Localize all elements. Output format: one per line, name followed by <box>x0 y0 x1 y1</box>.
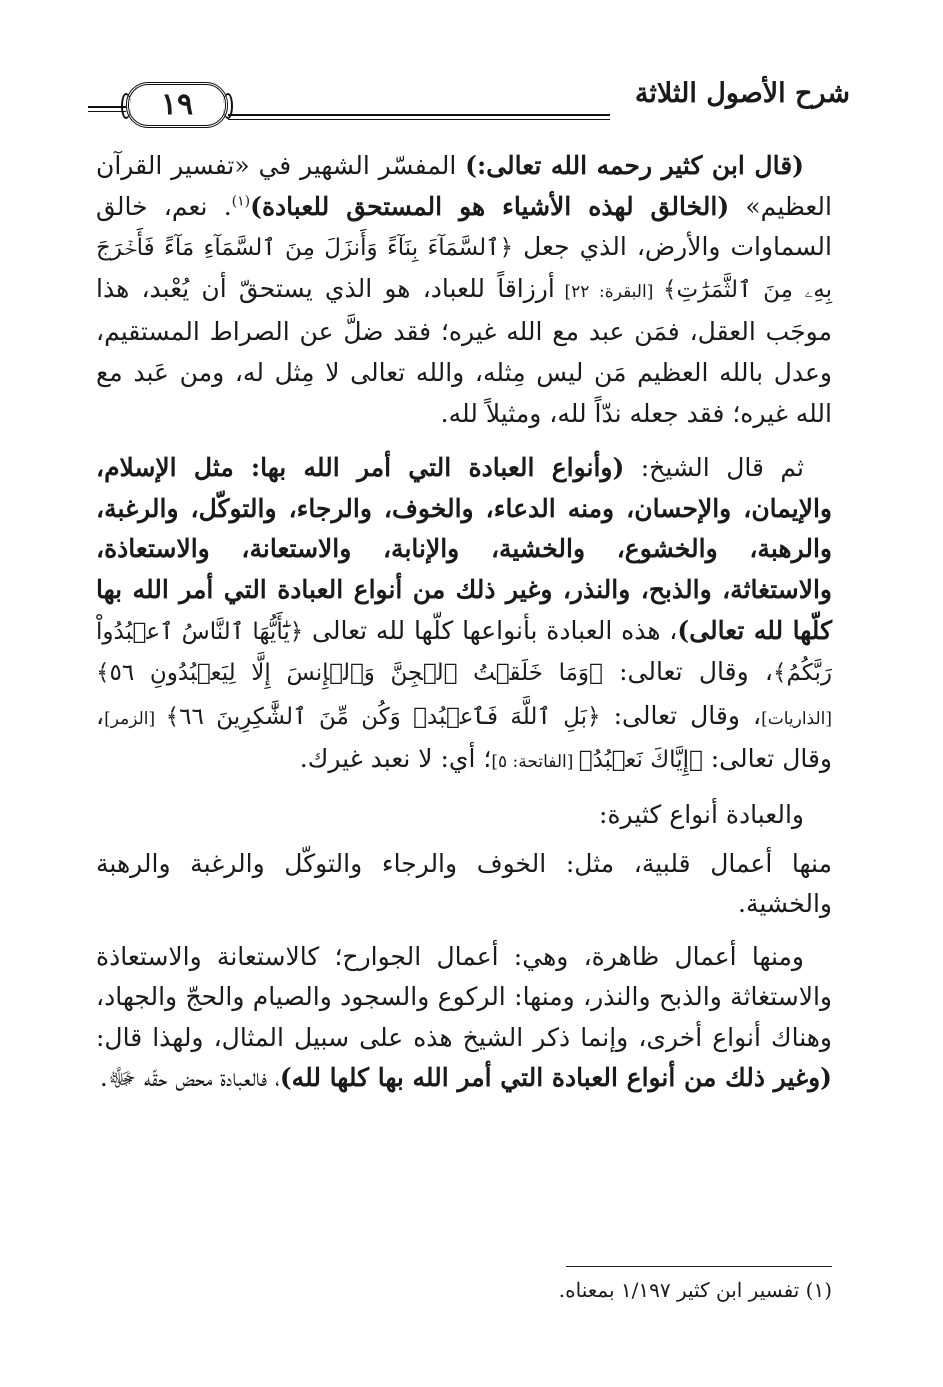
page-number-badge <box>126 82 228 128</box>
text: ، هذه العبادة بأنواعها كلّها لله تعالى <box>303 615 678 645</box>
paragraph-5 <box>96 937 832 1099</box>
paragraph-4: منها أعمال قلبية، مثل: الخوف والرجاء والتوكّل والرغبة والرهبة والخشية. <box>96 848 832 919</box>
paragraph-3: والعبادة أنواع كثيرة: <box>599 799 804 829</box>
verse-reference: [الفاتحة: ٥] <box>491 752 579 773</box>
footnote-divider <box>566 1266 832 1267</box>
quran-verse: ﴿بَلِ ٱللَّهَ فَٱعۡبُدۡ وَكُن مِّنَ ٱلشَّٰكِرِينَ ٦٦﴾ <box>165 703 601 730</box>
text: ؛ أي: لا نعبد غيرك. <box>299 744 492 774</box>
book-title: شرح الأصول الثلاثة <box>634 78 850 109</box>
quote-other-types: (وغير ذلك من أنواع العبادة التي أمر الله بها كلها لله) <box>279 1063 832 1093</box>
quran-verse: ﴿يَٰٓأَيُّهَا ٱلنَّاسُ ٱعۡبُدُواْ رَبَّكُمُ﴾ <box>96 618 832 687</box>
header-rule <box>228 114 610 116</box>
text: ، وقال تعالى: <box>600 700 762 730</box>
page-header <box>88 68 850 130</box>
quran-verse: ﴿إِيَّاكَ نَعۡبُدُ﴾ <box>578 747 703 774</box>
quote-ibn-kathir: (قال ابن كثير رحمه الله تعالى:) <box>465 151 804 180</box>
text: . نعم، خالق السماوات والأرض، الذي جعل <box>96 191 832 262</box>
quran-verse: ﴿ٱلسَّمَآءَ بِنَآءً وَأَنزَلَ مِنَ ٱلسَّمَآءِ مَآءً فَأَخۡرَجَ بِهِۦ مِنَ ٱلثَّمَرَٰتِ﴾ <box>96 235 832 303</box>
paragraph-2 <box>96 448 832 783</box>
footnote-marker: (١) <box>231 193 251 210</box>
paragraph-1 <box>96 146 832 434</box>
verse-reference: [الذاريات] <box>761 708 833 729</box>
footnote: (١) تفسير ابن كثير ١/١٩٧ بمعناه. <box>558 1278 832 1302</box>
verse-reference: [البقرة: ٢٢] <box>554 281 663 302</box>
page-number: ١٩ <box>160 87 194 122</box>
text: ، وقال تعالى: <box>96 700 832 774</box>
text: ومنها أعمال ظاهرة، وهي: أعمال الجوارح؛ كالاستعانة والاستعاذة والاستغاثة والذبح والنذر، ومنها: الركوع والسجود والصيام والحجّ والجهاد، وهناك أنواع أخرى، وإنما ذكر الشيخ هذه على سبيل المثال، ولهذا قال: <box>96 941 832 1052</box>
text: أرزاقاً للعباد، هو الذي يستحقّ أن يُعْبد، هذا موجَب العقل، فمَن عبد مع الله غيره؛ فقد ضلَّ عن الصراط المستقيم، وعدل بالله العظيم مَن ليس مِثله، والله تعالى لا مِثل له، ومن عَبد مع الله غيره؛ فقد جعله ندّاً لله، ومثيلاً لله. <box>96 273 832 428</box>
quran-verse: ﴿وَمَا خَلَقۡتُ ٱلۡجِنَّ وَٱلۡإِنسَ إِلَّا لِيَعۡبُدُونِ ٥٦﴾ <box>96 660 603 687</box>
text: ، فالعبادة محض حقّه ﷻ. <box>99 1063 280 1093</box>
text: ، وقال تعالى: <box>602 657 773 687</box>
text: ثم قال الشيخ: <box>624 453 804 483</box>
quote-creator: (الخالق لهذه الأشياء هو المستحق للعبادة) <box>250 191 730 221</box>
header-rule-left-thin <box>88 111 126 112</box>
verse-reference: [الزمر] <box>104 708 166 729</box>
page-body <box>96 146 832 1099</box>
quote-types-of-worship: (وأنواع العبادة التي أمر الله بها: مثل الإسلام، والإيمان، والإحسان، ومنه الدعاء، والخوف، والرجاء، والتوكّل، والرغبة، والرهبة، والخشوع، والخشية، والإنابة، والاستعانة، والاستعاذة، والاستغاثة، والذبح، والنذر، وغير ذلك من أنواع العبادة التي أمر الله بها كلّها لله تعالى) <box>96 453 832 645</box>
text: المفسّر الشهير في «تفسير القرآن العظيم» <box>96 151 832 221</box>
header-rule-thin <box>228 119 610 120</box>
